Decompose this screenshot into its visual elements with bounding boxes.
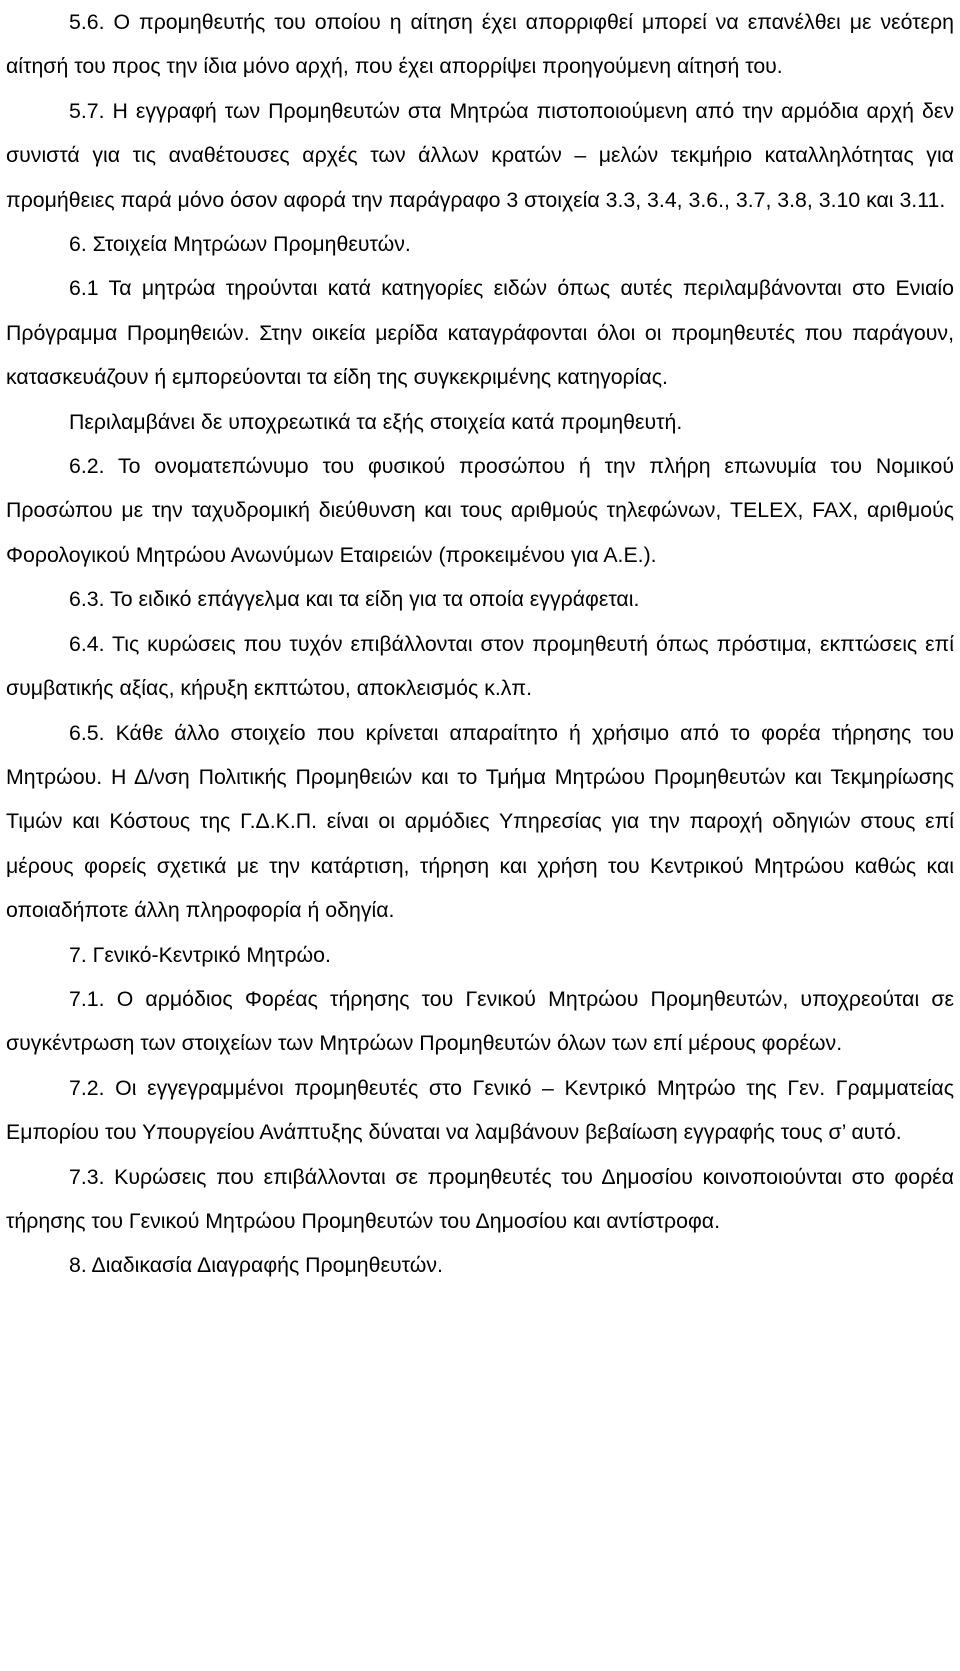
paragraph-5-6: 5.6. Ο προμηθευτής του οποίου η αίτηση έχει απορριφθεί μπορεί να επανέλθει με νεότερη αίτησή του προς την ίδια μόνο αρχή, που έχει απορρίψει προηγούμενη αίτησή του. (6, 10, 954, 79)
section-heading-7: 7. Γενικό-Κεντρικό Μητρώο. (69, 942, 331, 967)
paragraph-6-4: 6.4. Τις κυρώσεις που τυχόν επιβάλλονται στον προμηθευτή όπως πρόστιμα, εκπτώσεις επί συμβατικής αξίας, κήρυξη εκπτώτου, αποκλεισμός κ.λπ. (6, 631, 954, 701)
paragraph-6-2: 6.2. Το ονοματεπώνυμο του φυσικού προσώπου ή την πλήρη επωνυμία του Νομικού Προσώπου με την ταχυδρομική διεύθυνση και τους αριθμούς τηλεφώνων, TELEX, FAX, αριθμούς Φορολογικού Μητρώου Ανωνύμων Εταιρειών (προκειμένου για Α.Ε.). (6, 454, 954, 567)
paragraph-7-2: 7.2. Οι εγγεγραμμένοι προμηθευτές στο Γενικό – Κεντρικό Μητρώο της Γεν. Γραμματείας Εμπορίου του Υπουργείου Ανάπτυξης δύναται να λαμβάνουν βεβαίωση εγγραφής τους σ’ αυτό. (6, 1075, 954, 1145)
paragraph-5-7: 5.7. Η εγγραφή των Προμηθευτών στα Μητρώα πιστοποιούμενη από την αρμόδια αρχή δεν συνιστά για τις αναθέτουσες αρχές των άλλων κρατών – μελών τεκμήριο καταλληλότητας για προμήθειες παρά μόνο όσον αφορά την παράγραφο 3 στοιχεία 3.3, 3.4, 3.6., 3.7, 3.8, 3.10 και 3.11. (6, 98, 954, 212)
section-heading-6: 6. Στοιχεία Μητρώων Προμηθευτών. (69, 232, 411, 257)
section-heading-8: 8. Διαδικασία Διαγραφής Προμηθευτών. (69, 1253, 443, 1278)
paragraph-6-5: 6.5. Κάθε άλλο στοιχείο που κρίνεται απαραίτητο ή χρήσιμο από το φορέα τήρησης του Μητρώου. Η Δ/νση Πολιτικής Προμηθειών και το Τμήμα Μητρώου Προμηθευτών και Τεκμηρίωσης Τιμών και Κόστους της Γ.Δ.Κ.Π. είναι οι αρμόδιες Υπηρεσίας για την παροχή οδηγιών στους επί μέρους φορείς σχετικά με την κατάρτιση, τήρηση και χρήση του Κεντρικού Μητρώου καθώς και οποιαδήποτε άλλη πληροφορία ή οδηγία. (6, 720, 954, 923)
paragraph-7-3: 7.3. Κυρώσεις που επιβάλλονται σε προμηθευτές του Δημοσίου κοινοποιούνται στο φορέα τήρησης του Γενικού Μητρώου Προμηθευτών του Δημοσίου και αντίστροφα. (6, 1164, 954, 1233)
paragraph-6-3: 6.3. Το ειδικό επάγγελμα και τα είδη για τα οποία εγγράφεται. (69, 587, 640, 612)
paragraph-7-1: 7.1. Ο αρμόδιος Φορέας τήρησης του Γενικού Μητρώου Προμηθευτών, υποχρεούται σε συγκέντρωση των στοιχείων των Μητρώων Προμηθευτών όλων των επί μέρους φορέων. (6, 986, 954, 1056)
paragraph-6-1: 6.1 Τα μητρώα τηρούνται κατά κατηγορίες ειδών όπως αυτές περιλαμβάνονται στο Ενιαίο Πρόγραμμα Προμηθειών. Στην οικεία μερίδα καταγράφονται όλοι οι προμηθευτές που παράγουν, κατασκευάζουν ή εμπορεύονται τα είδη της συγκεκριμένης κατηγορίας. (6, 276, 954, 390)
paragraph-6-1-continuation: Περιλαμβάνει δε υποχρεωτικά τα εξής στοιχεία κατά προμηθευτή. (69, 409, 683, 434)
document-page (6, 0, 954, 1288)
